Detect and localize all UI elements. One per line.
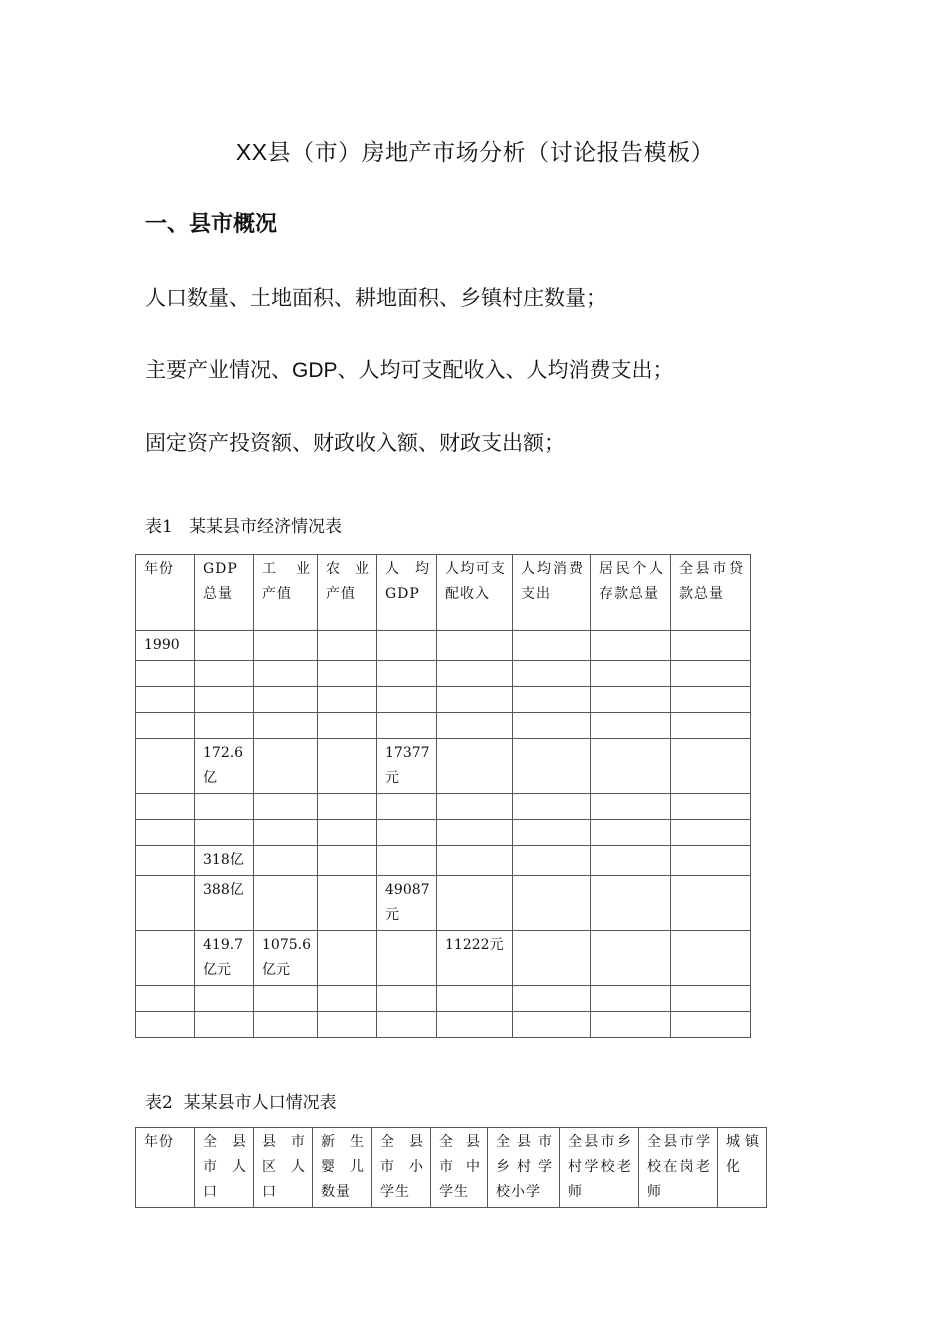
- table-cell: [195, 820, 254, 846]
- table-cell: [254, 986, 318, 1012]
- table-cell: [377, 794, 437, 820]
- column-header: 城镇化: [718, 1128, 767, 1208]
- column-header: 农 业 产值: [318, 555, 377, 631]
- table-cell: [671, 661, 751, 687]
- table-cell: [136, 661, 195, 687]
- table-cell: [136, 931, 195, 986]
- table-header-row: [136, 1128, 767, 1208]
- table-cell: [437, 846, 513, 876]
- table-cell: [195, 986, 254, 1012]
- section-heading: 一、县市概况: [145, 211, 278, 236]
- table-row: [136, 794, 751, 820]
- column-header: 年份: [136, 555, 195, 631]
- table-cell: [377, 713, 437, 739]
- table-cell: [437, 713, 513, 739]
- table-cell: 388亿: [195, 876, 254, 931]
- table2-caption: 表2 某某县市人口情况表: [145, 1093, 337, 1113]
- paragraph: 固定资产投资额、财政收入额、财政支出额；: [145, 432, 565, 455]
- table-cell: [318, 846, 377, 876]
- table-cell: [591, 739, 671, 794]
- population-table: [135, 1127, 767, 1208]
- table-cell: [591, 661, 671, 687]
- table-cell: [591, 986, 671, 1012]
- table-cell: [513, 687, 591, 713]
- table-row: [136, 820, 751, 846]
- table-cell: 1990: [136, 631, 195, 661]
- table-cell: [513, 986, 591, 1012]
- table-cell: [377, 631, 437, 661]
- table-row: [136, 1012, 751, 1038]
- table-cell: [437, 794, 513, 820]
- table-cell: [254, 661, 318, 687]
- table-cell: [136, 986, 195, 1012]
- table-cell: [513, 931, 591, 986]
- table-cell: [318, 1012, 377, 1038]
- column-header: 全县市小学生: [372, 1128, 431, 1208]
- table-cell: [136, 687, 195, 713]
- column-header: 人 均 GDP: [377, 555, 437, 631]
- economic-table: [135, 554, 751, 1038]
- table-cell: [195, 713, 254, 739]
- table-cell: [591, 713, 671, 739]
- column-header: 全县市乡村学校小学: [488, 1128, 560, 1208]
- table-cell: [513, 631, 591, 661]
- table-cell: 419.7亿元: [195, 931, 254, 986]
- table-cell: [318, 986, 377, 1012]
- table-cell: [377, 986, 437, 1012]
- table-cell: [437, 661, 513, 687]
- table-cell: [671, 820, 751, 846]
- table-row: [136, 739, 751, 794]
- table-cell: [254, 846, 318, 876]
- paragraph: 主要产业情况、GDP、人均可支配收入、人均消费支出；: [145, 359, 674, 382]
- paragraph: 人口数量、土地面积、耕地面积、乡镇村庄数量；: [145, 287, 607, 310]
- table-cell: [513, 739, 591, 794]
- table-cell: 17377元: [377, 739, 437, 794]
- table-cell: [591, 931, 671, 986]
- column-header: 全县市学校在岗老师: [639, 1128, 718, 1208]
- table-cell: [591, 631, 671, 661]
- table-row: [136, 687, 751, 713]
- table-cell: [195, 687, 254, 713]
- table-cell: [437, 739, 513, 794]
- table-cell: [254, 794, 318, 820]
- table-cell: [136, 739, 195, 794]
- table-cell: [671, 931, 751, 986]
- table-cell: 11222元: [437, 931, 513, 986]
- table-row: [136, 876, 751, 931]
- table-cell: [377, 820, 437, 846]
- table-cell: [254, 713, 318, 739]
- table-cell: [513, 876, 591, 931]
- table-cell: [671, 794, 751, 820]
- table-cell: [671, 713, 751, 739]
- table-cell: [671, 1012, 751, 1038]
- table-cell: [254, 631, 318, 661]
- table-cell: 49087元: [377, 876, 437, 931]
- table-cell: [136, 713, 195, 739]
- table-row: [136, 661, 751, 687]
- column-header: GDP总量: [195, 555, 254, 631]
- table-cell: [318, 931, 377, 986]
- table-cell: [377, 1012, 437, 1038]
- table-cell: [377, 846, 437, 876]
- table-cell: [671, 846, 751, 876]
- table-cell: [437, 820, 513, 846]
- table-cell: [254, 1012, 318, 1038]
- table-cell: [437, 876, 513, 931]
- column-header: 人均消费支出: [513, 555, 591, 631]
- table-cell: [591, 876, 671, 931]
- table-cell: [513, 713, 591, 739]
- table-cell: [254, 687, 318, 713]
- table-cell: [195, 1012, 254, 1038]
- table-cell: [318, 876, 377, 931]
- table-cell: [136, 794, 195, 820]
- table-row: [136, 631, 751, 661]
- document-title: XX县（市）房地产市场分析（讨论报告模板）: [235, 139, 715, 165]
- table-cell: [513, 661, 591, 687]
- table-cell: [195, 661, 254, 687]
- table-cell: 1075.6亿元: [254, 931, 318, 986]
- table-cell: 172.6亿: [195, 739, 254, 794]
- table-row: [136, 986, 751, 1012]
- table-cell: [671, 876, 751, 931]
- table-cell: [254, 876, 318, 931]
- table-cell: [136, 1012, 195, 1038]
- table-cell: [671, 687, 751, 713]
- table-cell: [671, 631, 751, 661]
- table-cell: [377, 661, 437, 687]
- table-cell: [195, 631, 254, 661]
- table-cell: [377, 687, 437, 713]
- table-cell: [318, 713, 377, 739]
- table-cell: [671, 986, 751, 1012]
- table-cell: [136, 820, 195, 846]
- column-header: 工 业 产值: [254, 555, 318, 631]
- table-cell: [513, 846, 591, 876]
- table-cell: 318亿: [195, 846, 254, 876]
- table-cell: [591, 794, 671, 820]
- table-cell: [318, 739, 377, 794]
- column-header: 年份: [136, 1128, 195, 1208]
- table-cell: [591, 820, 671, 846]
- table-row: [136, 713, 751, 739]
- column-header: 全县市乡村学校老师: [560, 1128, 639, 1208]
- table-cell: [513, 1012, 591, 1038]
- table-cell: [318, 631, 377, 661]
- column-header: 全县市人口: [195, 1128, 254, 1208]
- table-cell: [437, 687, 513, 713]
- table-cell: [513, 794, 591, 820]
- table-row: [136, 931, 751, 986]
- table-cell: [136, 876, 195, 931]
- column-header: 全县市贷款总量: [671, 555, 751, 631]
- column-header: 居民个人存款总量: [591, 555, 671, 631]
- table-cell: [195, 794, 254, 820]
- table-cell: [377, 931, 437, 986]
- table-cell: [254, 739, 318, 794]
- table-cell: [591, 687, 671, 713]
- table-cell: [437, 1012, 513, 1038]
- column-header: 县市区人口: [254, 1128, 313, 1208]
- table-cell: [318, 794, 377, 820]
- table-cell: [591, 1012, 671, 1038]
- table-cell: [437, 631, 513, 661]
- table-cell: [136, 846, 195, 876]
- table-cell: [318, 661, 377, 687]
- table-cell: [437, 986, 513, 1012]
- table-header-row: [136, 555, 751, 631]
- table-cell: [254, 820, 318, 846]
- column-header: 全县市中学生: [431, 1128, 488, 1208]
- table-cell: [671, 739, 751, 794]
- column-header: 人均可支配收入: [437, 555, 513, 631]
- table-cell: [591, 846, 671, 876]
- table-cell: [318, 687, 377, 713]
- table-row: [136, 846, 751, 876]
- table1-caption: 表1 某某县市经济情况表: [145, 517, 343, 537]
- column-header: 新生婴儿数量: [313, 1128, 372, 1208]
- table-cell: [318, 820, 377, 846]
- table-cell: [513, 820, 591, 846]
